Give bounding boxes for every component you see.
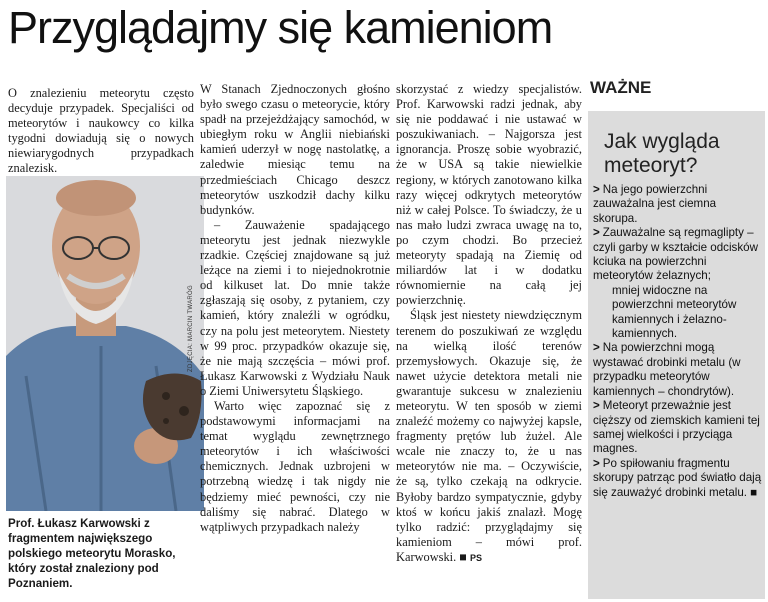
list-item — [593, 399, 763, 457]
bullet-icon: > — [593, 183, 600, 196]
author-signature: PS — [469, 552, 482, 563]
paragraph-text: Śląsk jest niestety niewdzięcznym terenem do poszukiwań ze względu na wielką ilość terenów przemysłowych. Okazuje się, że nawet użycie detektora metali nie gwarantuje sukcesu w znalezieniu meteorytu. W ten sposób w ziemi znaleźć możemy co najwyżej kapsle, fragmenty prętów lub żużel. Ale wcale nie znaczy to, że u nas meteorytów nie ma. – Oczywiście, że są, tylko czekają na odkrycie. Byłoby bardzo sympatycznie, gdyby ktoś w końcu jakiś znalazł. Mogę tylko radzić: przyglądajmy się kamieniom – mówi prof. Karwowski. — [396, 308, 582, 564]
list-item — [593, 341, 763, 399]
paragraph: Warto więc zapoznać się z podstawowymi informacjami na temat wyglądu zewnętrznego meteorytów i ich właściwości chemicznych. Jednak uzbrojeni w potrzebną wiedzę i tak nigdy nie będziemy mieć pewności, czy nie daliśmy się nabrać. Dlatego w wątpliwych przypadkach należy — [200, 398, 390, 534]
paragraph: – Zauważenie spadającego meteorytu jest jednak niezwykle rzadkie. Częściej znajdowane są już leżące na ziemi i to niejednokrotnie od kilkuset lat. Do mnie także zgłaszają się osoby, z pytaniem, czy kamień, który znaleźli w ogródku, czy na polu jest meteorytem. Niestety w 99 proc. przypadków okazuje się, że nie mają szczęścia – mówi prof. Łukasz Karwowski z Wydziału Nauk o Ziemi Uniwersytetu Śląskiego. — [200, 217, 390, 398]
photo-caption: Prof. Łukasz Karwowski z fragmentem największego polskiego meteorytu Morasko, który został znaleziony pod Poznaniem. — [8, 517, 176, 590]
bullet-icon: > — [593, 399, 600, 413]
text-column-3 — [396, 82, 582, 566]
list-item — [593, 457, 763, 500]
text-column-1 — [8, 86, 194, 177]
list-item-text: Na powierzchni mogą wystawać drobinki metalu (w przypadku meteorytów kamiennych – chondrytów). — [593, 341, 741, 398]
page-title: Przyglądajmy się kamieniom — [8, 2, 553, 53]
list-item-text: Po spiłowaniu fragmentu skorupy patrząc pod światło dają się zauważyć drobinki metalu. ■ — [593, 456, 762, 499]
list-item — [593, 284, 763, 342]
bullet-icon: > — [593, 341, 600, 355]
professor-photo-illustration — [6, 176, 204, 511]
text-column-2 — [200, 82, 390, 535]
sidebar-title: Jak wygląda meteoryt? — [604, 130, 720, 177]
paragraph — [396, 308, 582, 566]
list-item — [593, 183, 763, 226]
list-item-text: Na jego powierzchni zauważalna jest ciemna skorupa. — [593, 183, 717, 225]
photo — [6, 176, 204, 511]
bullet-icon: > — [593, 456, 600, 470]
list-item-text: Zauważalne są regmaglipty – czyli garby w kształcie odcisków kciuka na powierzchni meteorytów żelaznych; — [593, 226, 758, 283]
paragraph: O znalezieniu meteorytu często decyduje przypadek. Specjaliści od meteorytów i naukowcy co kilka tygodni dowiadują się o nowych niewiarygodnych przypadkach znalezisk. — [8, 86, 194, 176]
paragraph: W Stanach Zjednoczonych głośno było swego czasu o meteorycie, który spadł na przejeżdżający samochód, w ubiegłym roku w Anglii niebiański kamień uderzył w nogę nastolatkę, a zaledwie miesiąc temu na przedmieściach Chicago deszcz meteorytów uszkodził dachy kilku budynków. — [200, 82, 390, 217]
list-item-text: mniej widoczne na powierzchni meteorytów kamiennych i żelazno-kamiennych. — [612, 283, 737, 341]
sidebar-label: WAŻNE — [590, 78, 652, 97]
paragraph: skorzystać z wiedzy specjalistów. Prof. Karwowski radzi jednak, aby się nie poddawać i nie ustawać w poszukiwaniach. – Najgorsza jest ignorancja. Proszę sobie wyobrazić, że w USA są takie niewielkie regiony, w których zanotowano kilka razy więcej odkrytych meteorytów niż w całej Polsce. To świadczy, że u nas mało ludzi zwraca uwagę na to, po czym chodzi. Bo przecież meteoryty spadają na Ziemię od miliardów lat i w dodatku równomiernie na całą jej powierzchnię. — [396, 82, 582, 308]
bullet-icon: > — [593, 226, 600, 240]
list-item — [593, 226, 763, 284]
end-mark: ■ — [459, 549, 467, 564]
photo-credit: ZDJĘCIA: MARCIN TWARÓG — [188, 285, 194, 372]
list-item-text: Meteoryt przeważnie jest cięższy od ziemskich kamieni tej samej wielkości i przyciąga magnes. — [593, 399, 760, 456]
sidebar-list — [593, 183, 763, 500]
